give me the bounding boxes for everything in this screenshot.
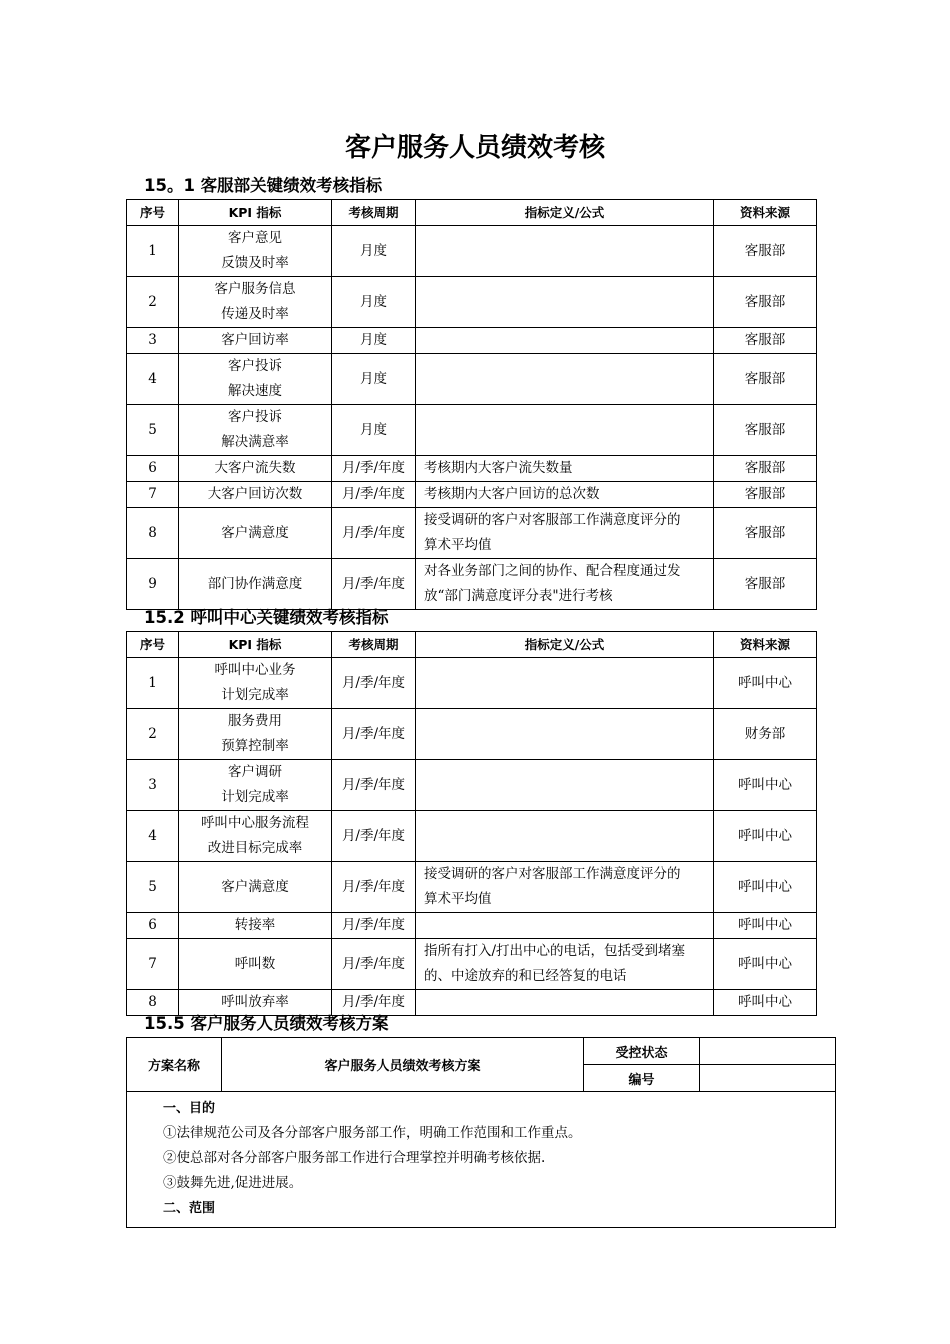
kpi-cell-line: 客户服务信息 — [214, 281, 296, 297]
kpi-cell — [179, 862, 332, 913]
index-cell: 9 — [127, 559, 179, 610]
table-row — [127, 482, 817, 508]
kpi-cell-line: 大客户流失数 — [214, 460, 296, 476]
kpi-cell-line: 大客户回访次数 — [207, 486, 303, 502]
definition-cell-line: 指所有打入/打出中心的电话，包括受到堵塞 — [424, 943, 686, 959]
kpi-cell — [179, 913, 332, 939]
definition-cell — [416, 405, 714, 456]
plan-name-value: 客户服务人员绩效考核方案 — [222, 1038, 584, 1092]
source-cell: 呼叫中心 — [714, 939, 817, 990]
section-heading-customer-service-kpi: 15。1 客服部关键绩效考核指标 — [144, 176, 383, 195]
kpi-cell-line: 转接率 — [234, 917, 276, 933]
header-source: 资料来源 — [714, 200, 817, 226]
header-kpi: KPI 指标 — [179, 200, 332, 226]
definition-cell-line: 考核期内大客户流失数量 — [424, 460, 573, 476]
purpose-item: ①法律规范公司及各分部客户服务部工作，明确工作范围和工作重点。 — [163, 1125, 582, 1141]
kpi-cell — [179, 328, 332, 354]
source-cell: 呼叫中心 — [714, 913, 817, 939]
customer-service-kpi-table — [126, 199, 817, 610]
kpi-cell-line: 客户满意度 — [221, 524, 289, 541]
period-cell: 月度 — [332, 405, 416, 456]
source-cell: 客服部 — [714, 226, 817, 277]
kpi-cell — [179, 508, 332, 559]
period-cell: 月/季/年度 — [332, 508, 416, 559]
table-row — [127, 939, 817, 990]
source-cell: 财务部 — [714, 709, 817, 760]
definition-cell — [416, 990, 714, 1016]
kpi-cell — [179, 226, 332, 277]
definition-cell — [416, 559, 714, 610]
definition-cell — [416, 760, 714, 811]
table-row — [127, 559, 817, 610]
kpi-cell — [179, 760, 332, 811]
table-row — [127, 328, 817, 354]
period-cell: 月/季/年度 — [332, 913, 416, 939]
header-definition: 指标定义/公式 — [416, 632, 714, 658]
period-cell: 月度 — [332, 226, 416, 277]
definition-cell-line: 接受调研的客户对客服部工作满意度评分的 — [424, 866, 681, 882]
index-cell: 1 — [127, 658, 179, 709]
kpi-cell-line: 服务费用 — [228, 713, 282, 729]
source-cell: 呼叫中心 — [714, 990, 817, 1016]
period-cell: 月/季/年度 — [332, 939, 416, 990]
kpi-cell — [179, 456, 332, 482]
kpi-cell — [179, 811, 332, 862]
definition-cell — [416, 277, 714, 328]
source-cell: 呼叫中心 — [714, 811, 817, 862]
table-row — [127, 354, 817, 405]
kpi-cell-line: 计划完成率 — [221, 789, 289, 805]
table-row — [127, 811, 817, 862]
purpose-heading: 一、目的 — [163, 1101, 216, 1116]
call-center-kpi-table — [126, 631, 817, 1016]
kpi-cell-line: 呼叫中心服务流程 — [201, 815, 309, 831]
index-cell: 6 — [127, 456, 179, 482]
definition-cell-line: 算术平均值 — [424, 537, 492, 553]
kpi-cell-line: 呼叫数 — [234, 955, 276, 972]
definition-cell — [416, 226, 714, 277]
period-cell: 月/季/年度 — [332, 760, 416, 811]
definition-cell — [416, 482, 714, 508]
period-cell: 月/季/年度 — [332, 862, 416, 913]
table-row — [127, 709, 817, 760]
index-cell: 2 — [127, 277, 179, 328]
definition-cell — [416, 913, 714, 939]
index-cell: 3 — [127, 760, 179, 811]
section-heading-plan: 15.5 客户服务人员绩效考核方案 — [144, 1014, 389, 1033]
header-index: 序号 — [127, 200, 179, 226]
index-cell: 1 — [127, 226, 179, 277]
definition-cell — [416, 811, 714, 862]
definition-cell-line: 放“部门满意度评分表"进行考核 — [424, 588, 613, 604]
index-cell: 7 — [127, 482, 179, 508]
kpi-cell-line: 客户调研 — [228, 764, 282, 780]
definition-cell — [416, 456, 714, 482]
period-cell: 月/季/年度 — [332, 482, 416, 508]
definition-cell-line: 的、中途放弃的和已经答复的电话 — [424, 968, 627, 984]
kpi-cell-line: 预算控制率 — [221, 738, 289, 754]
kpi-cell-line: 客户投诉 — [228, 358, 282, 374]
table-header-row — [127, 200, 817, 226]
period-cell: 月/季/年度 — [332, 990, 416, 1016]
source-cell: 呼叫中心 — [714, 862, 817, 913]
kpi-cell — [179, 277, 332, 328]
definition-cell — [416, 709, 714, 760]
kpi-cell-line: 呼叫放弃率 — [221, 994, 289, 1010]
kpi-cell-line: 客户意见 — [228, 230, 282, 246]
table-row — [127, 862, 817, 913]
header-period: 考核周期 — [332, 200, 416, 226]
period-cell: 月度 — [332, 354, 416, 405]
definition-cell — [416, 658, 714, 709]
period-cell: 月/季/年度 — [332, 456, 416, 482]
purpose-item: ③鼓舞先进,促进进展。 — [163, 1175, 303, 1191]
kpi-cell — [179, 990, 332, 1016]
control-status-value — [700, 1038, 836, 1065]
plan-body — [127, 1092, 836, 1228]
source-cell: 客服部 — [714, 277, 817, 328]
plan-name-label: 方案名称 — [127, 1038, 222, 1092]
page-title: 客户服务人员绩效考核 — [344, 133, 605, 163]
definition-cell — [416, 354, 714, 405]
period-cell: 月度 — [332, 277, 416, 328]
definition-cell — [416, 508, 714, 559]
kpi-cell — [179, 559, 332, 610]
kpi-cell-line: 客户回访率 — [221, 332, 289, 348]
number-value — [700, 1065, 836, 1092]
table-row — [127, 508, 817, 559]
index-cell: 4 — [127, 354, 179, 405]
table-row — [127, 226, 817, 277]
header-source: 资料来源 — [714, 632, 817, 658]
definition-cell-line: 对各业务部门之间的协作、配合程度通过发 — [424, 563, 681, 579]
source-cell: 客服部 — [714, 405, 817, 456]
table-row — [127, 405, 817, 456]
index-cell: 8 — [127, 990, 179, 1016]
definition-cell-line: 接受调研的客户对客服部工作满意度评分的 — [424, 512, 681, 528]
kpi-cell — [179, 354, 332, 405]
header-period: 考核周期 — [332, 632, 416, 658]
table-row — [127, 990, 817, 1016]
index-cell: 4 — [127, 811, 179, 862]
period-cell: 月/季/年度 — [332, 658, 416, 709]
period-cell: 月/季/年度 — [332, 709, 416, 760]
source-cell: 客服部 — [714, 482, 817, 508]
header-index: 序号 — [127, 632, 179, 658]
plan-table — [126, 1037, 836, 1228]
period-cell: 月/季/年度 — [332, 811, 416, 862]
kpi-cell-line: 解决满意率 — [221, 434, 289, 450]
purpose-item: ②使总部对各分部客户服务部工作进行合理掌控并明确考核依据. — [163, 1150, 546, 1166]
kpi-cell — [179, 658, 332, 709]
kpi-cell — [179, 405, 332, 456]
table-row — [127, 456, 817, 482]
source-cell: 客服部 — [714, 354, 817, 405]
kpi-cell-line: 改进目标完成率 — [207, 840, 303, 856]
definition-cell — [416, 862, 714, 913]
kpi-cell — [179, 939, 332, 990]
table-row — [127, 913, 817, 939]
kpi-cell-line: 客户投诉 — [228, 409, 282, 425]
index-cell: 6 — [127, 913, 179, 939]
index-cell: 5 — [127, 405, 179, 456]
table-row — [127, 658, 817, 709]
section-heading-call-center-kpi: 15.2 呼叫中心关键绩效考核指标 — [144, 608, 389, 627]
kpi-cell — [179, 709, 332, 760]
index-cell: 7 — [127, 939, 179, 990]
table-row — [127, 760, 817, 811]
index-cell: 3 — [127, 328, 179, 354]
source-cell: 客服部 — [714, 559, 817, 610]
source-cell: 客服部 — [714, 328, 817, 354]
definition-cell-line: 考核期内大客户回访的总次数 — [424, 486, 600, 502]
kpi-cell-line: 反馈及时率 — [221, 255, 289, 271]
kpi-cell-line: 传递及时率 — [221, 306, 289, 322]
source-cell: 客服部 — [714, 508, 817, 559]
scope-heading: 二、范围 — [163, 1201, 216, 1216]
definition-cell-line: 算术平均值 — [424, 891, 492, 907]
index-cell: 8 — [127, 508, 179, 559]
kpi-cell-line: 计划完成率 — [221, 687, 289, 703]
kpi-cell-line: 客户满意度 — [221, 878, 289, 895]
kpi-cell-line: 部门协作满意度 — [207, 575, 303, 592]
definition-cell — [416, 939, 714, 990]
period-cell: 月/季/年度 — [332, 559, 416, 610]
index-cell: 5 — [127, 862, 179, 913]
table-row — [127, 277, 817, 328]
kpi-cell-line: 解决速度 — [228, 383, 282, 399]
period-cell: 月度 — [332, 328, 416, 354]
number-label: 编号 — [584, 1065, 700, 1092]
header-kpi: KPI 指标 — [179, 632, 332, 658]
source-cell: 呼叫中心 — [714, 760, 817, 811]
definition-cell — [416, 328, 714, 354]
source-cell: 呼叫中心 — [714, 658, 817, 709]
kpi-cell — [179, 482, 332, 508]
index-cell: 2 — [127, 709, 179, 760]
header-definition: 指标定义/公式 — [416, 200, 714, 226]
control-status-label: 受控状态 — [584, 1038, 700, 1065]
table-header-row — [127, 632, 817, 658]
source-cell: 客服部 — [714, 456, 817, 482]
kpi-cell-line: 呼叫中心业务 — [214, 662, 296, 678]
